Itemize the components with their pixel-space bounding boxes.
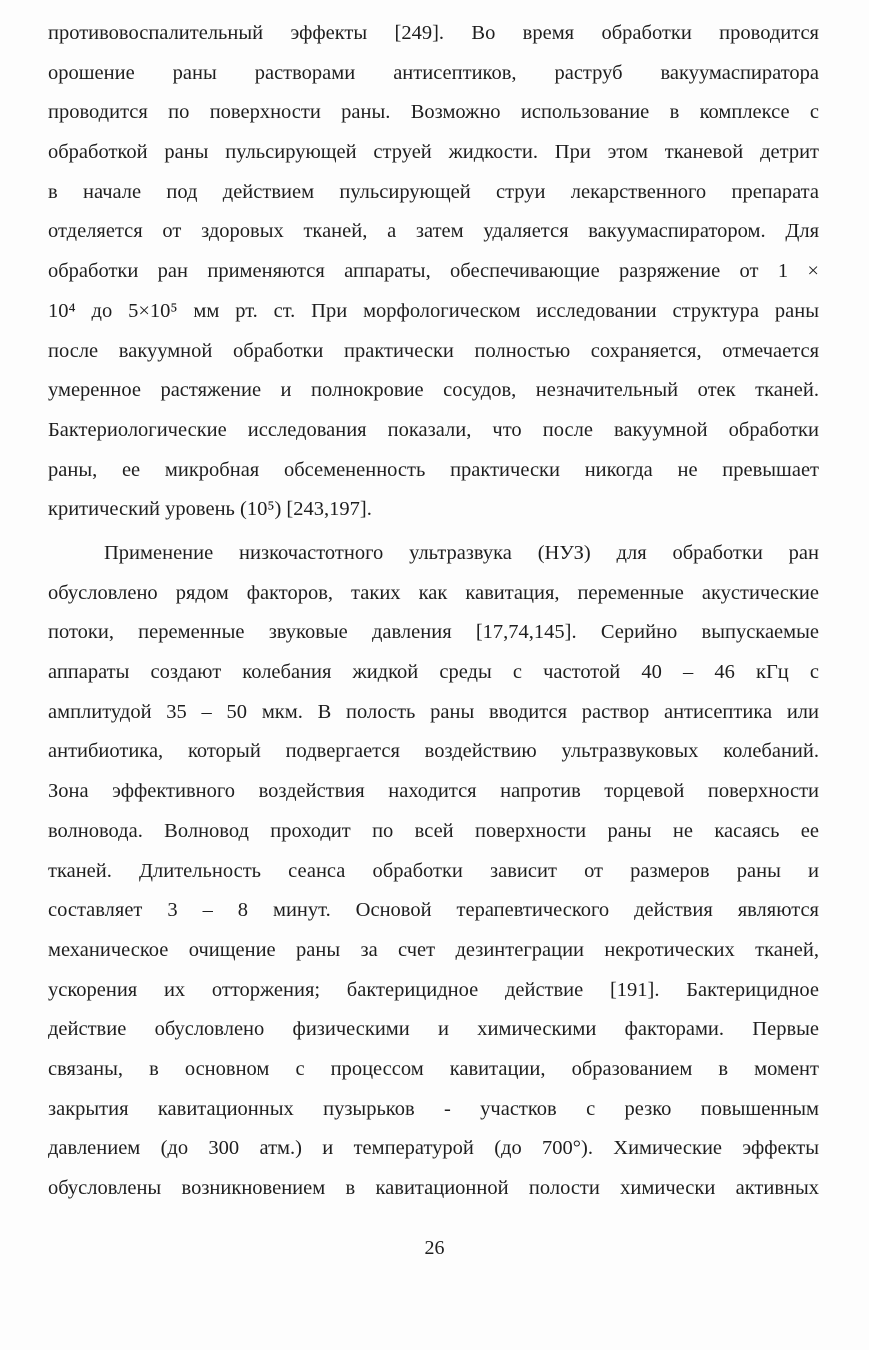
text-line: обработки ран применяются аппараты, обеспечивающие разряжение от 1 × [48, 260, 819, 283]
text-line: критический уровень (10⁵) [243,197]. [48, 498, 372, 521]
text-line: отделяется от здоровых тканей, а затем удаляется вакуумаспиратором. Для [48, 220, 819, 243]
text-line: давлением (до 300 атм.) и температурой (до 700°). Химические эффекты [48, 1137, 819, 1160]
text-line: механическое очищение раны за счет дезинтеграции некротических тканей, [48, 938, 819, 961]
text-line: обработкой раны пульсирующей струей жидкости. При этом тканевой детрит [48, 141, 819, 164]
text-line: составляет 3 – 8 минут. Основой терапевтического действия являются [48, 899, 819, 922]
text-line: волновода. Волновод проходит по всей поверхности раны не касаясь ее [48, 819, 819, 842]
text-line: умеренное растяжение и полнокровие сосудов, незначительный отек тканей. [48, 379, 819, 402]
text-line: закрытия кавитационных пузырьков - участков с резко повышенным [48, 1097, 819, 1120]
paragraph-ultrasound-treatment [48, 534, 819, 1209]
text-line: в начале под действием пульсирующей струи лекарственного препарата [48, 180, 819, 203]
text-line: действие обусловлено физическими и химическими факторами. Первые [48, 1018, 819, 1041]
text-line: Зона эффективного воздействия находится напротив торцевой поверхности [48, 780, 819, 803]
text-line: орошение раны растворами антисептиков, раструб вакуумаспиратора [48, 61, 819, 84]
page-number: 26 [424, 1237, 445, 1259]
text-line: амплитудой 35 – 50 мкм. В полость раны вводится раствор антисептика или [48, 700, 819, 723]
text-line: ускорения их отторжения; бактерицидное действие [191]. Бактерицидное [48, 978, 819, 1001]
text-line: связаны, в основном с процессом кавитации, образованием в момент [48, 1057, 819, 1080]
text-line: тканей. Длительность сеанса обработки зависит от размеров раны и [48, 859, 819, 882]
paragraph-vacuum-treatment [48, 14, 819, 530]
text-line: обусловлено рядом факторов, таких как кавитация, переменные акустические [48, 581, 819, 604]
text-line: проводится по поверхности раны. Возможно использование в комплексе с [48, 101, 819, 124]
text-line: Бактериологические исследования показали, что после вакуумной обработки [48, 418, 819, 441]
text-line: 10⁴ до 5×10⁵ мм рт. ст. При морфологическом исследовании структура раны [48, 299, 819, 322]
text-line: аппараты создают колебания жидкой среды с частотой 40 – 46 кГц с [48, 661, 819, 684]
text-line: антибиотика, который подвергается воздействию ультразвуковых колебаний. [48, 740, 819, 763]
text-line: обусловлены возникновением в кавитационной полости химически активных [48, 1177, 819, 1199]
text-line: после вакуумной обработки практически полностью сохраняется, отмечается [48, 339, 819, 362]
text-line: раны, ее микробная обсемененность практически никогда не превышает [48, 458, 819, 481]
text-line: противовоспалительный эффекты [249]. Во время обработки проводится [48, 22, 819, 44]
text-line: Применение низкочастотного ультразвука (НУЗ) для обработки ран [104, 542, 819, 564]
text-line: потоки, переменные звуковые давления [17,74,145]. Серийно выпускаемые [48, 621, 819, 644]
